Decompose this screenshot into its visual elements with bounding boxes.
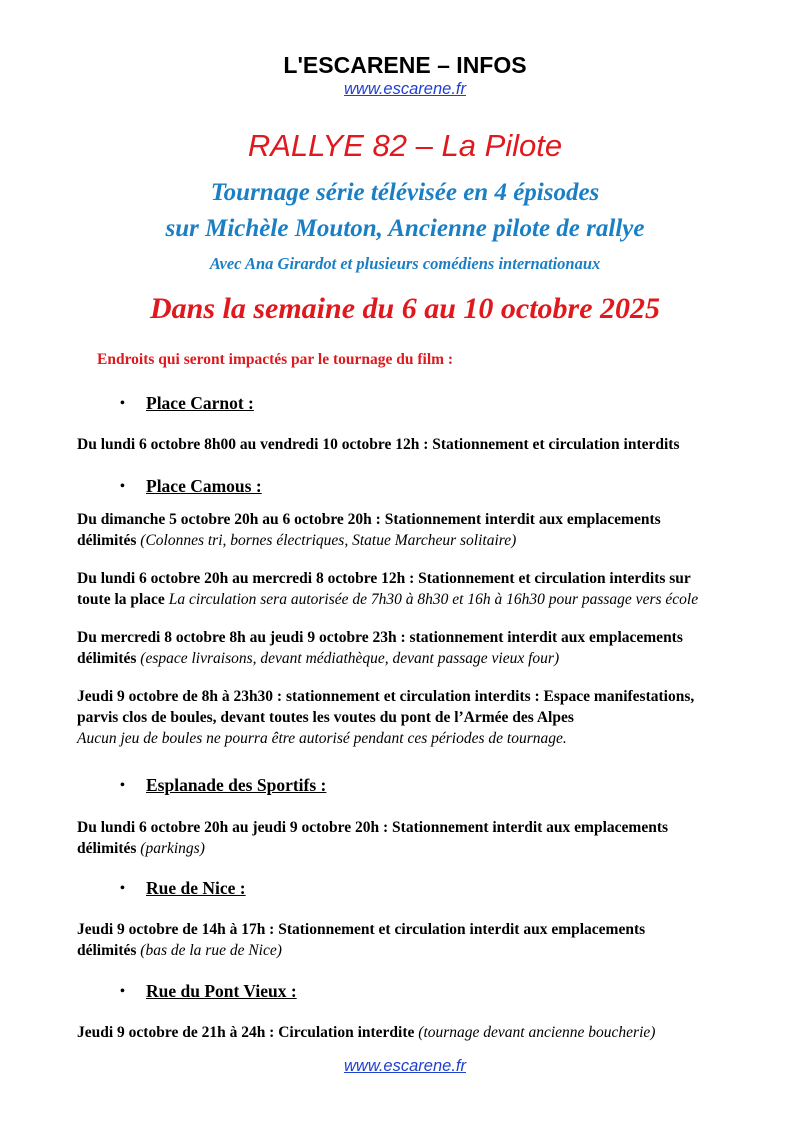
- location-heading-sportifs: [120, 775, 326, 796]
- restriction-entry: [77, 434, 792, 455]
- restriction-note: (Colonnes tri, bornes électriques, Statue Marcheur solitaire): [136, 532, 517, 549]
- restriction-text-cont: délimités: [77, 840, 137, 857]
- restriction-note: La circulation sera autorisée de 7h30 à 8h30 et 16h à 16h30 pour passage vers école: [164, 591, 699, 608]
- tournage-subtitle: [0, 175, 810, 247]
- restriction-entry: [77, 509, 792, 551]
- bullet-icon: •: [120, 479, 125, 494]
- restriction-text: Du dimanche 5 octobre 20h au 6 octobre 20h : Stationnement interdit aux emplacements: [77, 511, 661, 528]
- impacted-places-intro: Endroits qui seront impactés par le tournage du film :: [97, 351, 454, 368]
- restriction-text: Jeudi 9 octobre de 21h à 24h : Circulation interdite: [77, 1024, 415, 1041]
- location-name: Place Carnot :: [146, 393, 254, 413]
- restriction-text-cont: délimités: [77, 942, 137, 959]
- restriction-entry: [77, 1022, 792, 1043]
- cast-line: Avec Ana Girardot et plusieurs comédiens internationaux: [209, 254, 601, 273]
- restriction-note: (tournage devant ancienne boucherie): [414, 1024, 656, 1041]
- location-name: Esplanade des Sportifs :: [146, 775, 327, 795]
- restriction-entry: [77, 627, 792, 669]
- dates-headline: Dans la semaine du 6 au 10 octobre 2025: [149, 292, 661, 325]
- location-name: Rue du Pont Vieux :: [146, 981, 297, 1001]
- location-heading-camous: [120, 476, 262, 497]
- bullet-icon: •: [120, 881, 125, 896]
- website-link-top[interactable]: www.escarene.fr: [344, 80, 466, 98]
- restriction-entry: [77, 686, 792, 749]
- restriction-entry: [77, 919, 792, 961]
- restriction-text-cont: toute la place: [77, 591, 165, 608]
- restriction-entry: [77, 568, 792, 610]
- bullet-icon: •: [120, 396, 125, 411]
- restriction-text-cont: délimités: [77, 650, 137, 667]
- restriction-text-cont: délimités: [77, 532, 137, 549]
- website-link-bottom[interactable]: www.escarene.fr: [344, 1057, 466, 1075]
- restriction-text: Jeudi 9 octobre de 14h à 17h : Stationnement et circulation interdit aux emplacements: [77, 921, 646, 938]
- bullet-icon: •: [120, 778, 125, 793]
- restriction-note: (bas de la rue de Nice): [136, 942, 282, 959]
- location-heading-nice: [120, 878, 246, 899]
- rallye-title: RALLYE 82 – La Pilote: [247, 128, 563, 163]
- restriction-text: Du lundi 6 octobre 20h au jeudi 9 octobre 20h : Stationnement interdit aux emplacements: [77, 819, 669, 836]
- website-link-top-wrap: [0, 80, 810, 99]
- restriction-text-cont: parvis clos de boules, devant toutes les voutes du pont de l’Armée des Alpes: [77, 709, 574, 726]
- restriction-text: Du lundi 6 octobre 8h00 au vendredi 10 octobre 12h : Stationnement et circulation interdits: [77, 436, 680, 453]
- page-title: L'ESCARENE – INFOS: [283, 52, 527, 78]
- location-heading-pont-vieux: [120, 981, 297, 1002]
- tournage-line-1: Tournage série télévisée en 4 épisodes: [210, 179, 600, 206]
- location-heading-carnot: [120, 393, 254, 414]
- location-name: Place Camous :: [146, 476, 262, 496]
- restriction-text: Jeudi 9 octobre de 8h à 23h30 : stationnement et circulation interdits : Espace manifestations,: [77, 688, 695, 705]
- restriction-text: Du mercredi 8 octobre 8h au jeudi 9 octobre 23h : stationnement interdit aux emplacements: [77, 629, 683, 646]
- website-link-bottom-wrap: [0, 1057, 810, 1076]
- restriction-note: Aucun jeu de boules ne pourra être autorisé pendant ces périodes de tournage.: [77, 730, 567, 747]
- location-name: Rue de Nice :: [146, 878, 246, 898]
- restriction-entry: [77, 817, 792, 859]
- bullet-icon: •: [120, 984, 125, 999]
- restriction-note: (parkings): [136, 840, 205, 857]
- restriction-note: (espace livraisons, devant médiathèque, devant passage vieux four): [136, 650, 560, 667]
- tournage-line-2: sur Michèle Mouton, Ancienne pilote de rallye: [165, 215, 645, 242]
- restriction-text: Du lundi 6 octobre 20h au mercredi 8 octobre 12h : Stationnement et circulation interdits sur: [77, 570, 691, 587]
